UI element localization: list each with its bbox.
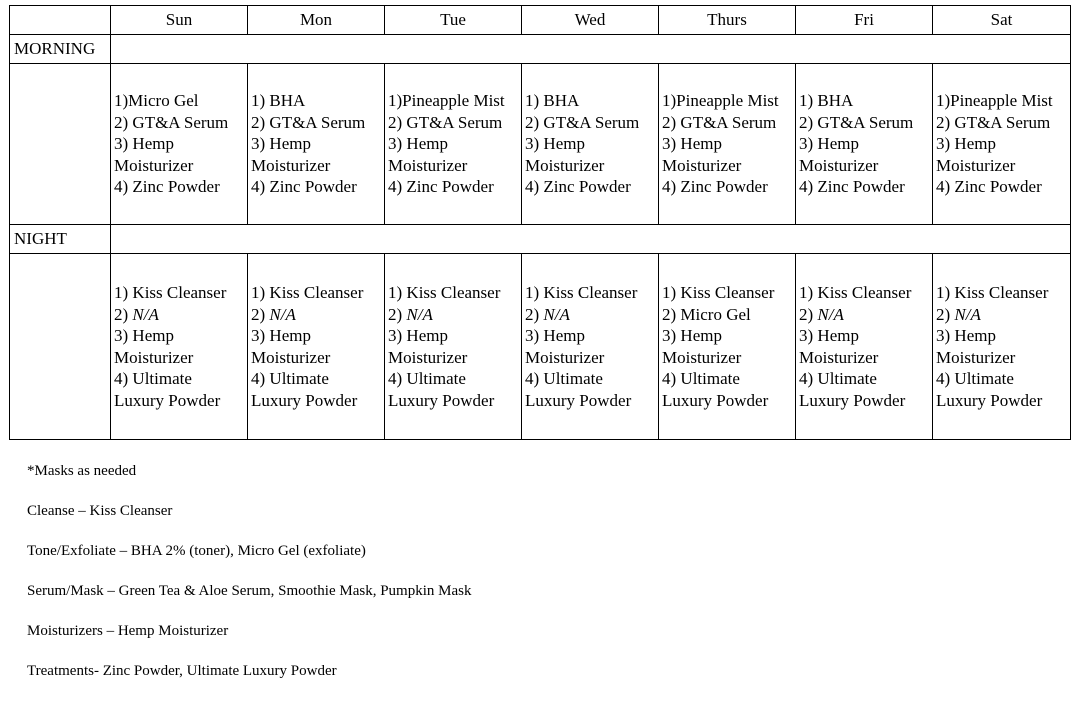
- step-3: 3) Hemp: [936, 326, 996, 345]
- step-3: 3) Hemp: [114, 326, 174, 345]
- step-1: 1)Micro Gel: [114, 91, 199, 111]
- step-3: 3) Hemp: [799, 326, 859, 345]
- step-3-cont: Moisturizer: [388, 347, 468, 367]
- step-3: 3) Hemp: [662, 326, 722, 345]
- step-2: [799, 304, 932, 326]
- step-4-cont: Luxury Powder: [114, 390, 221, 410]
- step-4: 4) Zinc Powder: [525, 177, 631, 197]
- step-3: 3) Hemp: [799, 134, 859, 154]
- morning-section-spacer: [111, 35, 1071, 64]
- step-4: 4) Zinc Powder: [936, 177, 1042, 197]
- morning-cell-tue: [385, 64, 522, 225]
- step-4-cont: Luxury Powder: [525, 390, 632, 410]
- step-4: 4) Ultimate: [936, 369, 1014, 388]
- step-2-value: N/A: [406, 304, 433, 324]
- step-4: 4) Ultimate: [388, 369, 466, 388]
- step-1: 1) Kiss Cleanser: [251, 283, 364, 302]
- step-4: 4) Zinc Powder: [388, 177, 494, 197]
- note-moisturizers: Moisturizers – Hemp Moisturizer: [27, 623, 229, 639]
- day-header-sun: Sun: [111, 6, 248, 35]
- step-2-number: 2): [388, 304, 407, 324]
- step-2-number: 2): [525, 304, 544, 324]
- step-2: 2) GT&A Serum: [662, 112, 777, 132]
- step-3-cont: Moisturizer: [799, 347, 879, 367]
- step-3: 3) Hemp: [525, 134, 585, 154]
- step-2-value: N/A: [269, 304, 296, 324]
- step-3: 3) Hemp: [525, 326, 585, 345]
- day-header-wed: Wed: [522, 6, 659, 35]
- step-4: 4) Ultimate: [799, 369, 877, 388]
- step-2: [662, 304, 795, 326]
- morning-cell-fri: [796, 64, 933, 225]
- step-3-cont: Moisturizer: [251, 347, 331, 367]
- step-1: 1) Kiss Cleanser: [114, 283, 227, 302]
- day-header-fri: Fri: [796, 6, 933, 35]
- step-2: 2) GT&A Serum: [525, 112, 640, 132]
- step-1: 1)Pineapple Mist: [936, 91, 1053, 111]
- morning-routine-row: [10, 64, 1071, 225]
- notes-section: [27, 461, 471, 701]
- step-1: 1) Kiss Cleanser: [662, 283, 775, 302]
- step-3-cont: Moisturizer: [525, 347, 605, 367]
- step-2-value: Micro Gel: [680, 304, 751, 324]
- step-2-number: 2): [114, 304, 133, 324]
- step-3-cont: Moisturizer: [936, 155, 1016, 175]
- step-2-value: N/A: [543, 304, 570, 324]
- morning-cell-mon: [248, 64, 385, 225]
- step-4-cont: Luxury Powder: [251, 390, 358, 410]
- step-4: 4) Zinc Powder: [114, 177, 220, 197]
- step-4: 4) Zinc Powder: [799, 177, 905, 197]
- step-1: 1) BHA: [799, 91, 854, 111]
- step-2-value: N/A: [132, 304, 159, 324]
- step-3: 3) Hemp: [251, 326, 311, 345]
- step-4: 4) Ultimate: [251, 369, 329, 388]
- step-2: 2) GT&A Serum: [114, 112, 229, 132]
- step-3-cont: Moisturizer: [114, 347, 194, 367]
- step-1: 1)Pineapple Mist: [662, 91, 779, 111]
- night-cell-thurs: [659, 254, 796, 440]
- step-3: 3) Hemp: [114, 134, 174, 154]
- night-cell-sun: [111, 254, 248, 440]
- note-tone-exfoliate: Tone/Exfoliate – BHA 2% (toner), Micro Gel (exfoliate): [27, 543, 366, 559]
- routine-schedule-table: [9, 5, 1071, 440]
- night-row-label-cell: [10, 254, 111, 440]
- step-1: 1) Kiss Cleanser: [936, 283, 1049, 302]
- corner-cell: [10, 6, 111, 35]
- step-4: 4) Zinc Powder: [662, 177, 768, 197]
- step-2-number: 2): [251, 304, 270, 324]
- step-3-cont: Moisturizer: [525, 155, 605, 175]
- day-header-mon: Mon: [248, 6, 385, 35]
- day-header-tue: Tue: [385, 6, 522, 35]
- morning-row-label-cell: [10, 64, 111, 225]
- night-cell-tue: [385, 254, 522, 440]
- step-4: 4) Ultimate: [525, 369, 603, 388]
- day-header-thurs: Thurs: [659, 6, 796, 35]
- morning-cell-sat: [933, 64, 1071, 225]
- step-3: 3) Hemp: [388, 326, 448, 345]
- step-2: [114, 304, 247, 326]
- note-serum-mask: Serum/Mask – Green Tea & Aloe Serum, Smoothie Mask, Pumpkin Mask: [27, 583, 472, 599]
- step-4-cont: Luxury Powder: [388, 390, 495, 410]
- step-1: 1) Kiss Cleanser: [525, 283, 638, 302]
- night-routine-row: [10, 254, 1071, 440]
- day-header-row: [10, 6, 1071, 35]
- step-2-number: 2): [799, 304, 818, 324]
- step-4: 4) Zinc Powder: [251, 177, 357, 197]
- step-1: 1) Kiss Cleanser: [799, 283, 912, 302]
- step-1: 1) BHA: [525, 91, 580, 111]
- step-4-cont: Luxury Powder: [936, 390, 1043, 410]
- step-3-cont: Moisturizer: [251, 155, 331, 175]
- note-cleanse: Cleanse – Kiss Cleanser: [27, 503, 173, 519]
- step-1: 1) BHA: [251, 91, 306, 111]
- step-2: 2) GT&A Serum: [388, 112, 503, 132]
- step-1: 1)Pineapple Mist: [388, 91, 505, 111]
- night-cell-wed: [522, 254, 659, 440]
- step-2: [388, 304, 521, 326]
- step-2: [251, 304, 384, 326]
- step-2-value: N/A: [954, 304, 981, 324]
- step-1: 1) Kiss Cleanser: [388, 283, 501, 302]
- morning-section-row: [10, 35, 1071, 64]
- step-4: 4) Ultimate: [114, 369, 192, 388]
- step-3: 3) Hemp: [662, 134, 722, 154]
- step-4-cont: Luxury Powder: [799, 390, 906, 410]
- step-3-cont: Moisturizer: [388, 155, 468, 175]
- step-2: [525, 304, 658, 326]
- step-2: 2) GT&A Serum: [799, 112, 914, 132]
- night-cell-sat: [933, 254, 1071, 440]
- night-section-row: [10, 225, 1071, 254]
- step-2-number: 2): [662, 304, 681, 324]
- note-masks: *Masks as needed: [27, 463, 137, 479]
- day-header-sat: Sat: [933, 6, 1071, 35]
- step-2-value: N/A: [817, 304, 844, 324]
- note-treatments: Treatments- Zinc Powder, Ultimate Luxury Powder: [27, 663, 337, 679]
- step-4: 4) Ultimate: [662, 369, 740, 388]
- step-3: 3) Hemp: [251, 134, 311, 154]
- step-3: 3) Hemp: [936, 134, 996, 154]
- step-4-cont: Luxury Powder: [662, 390, 769, 410]
- step-2: 2) GT&A Serum: [251, 112, 366, 132]
- step-3: 3) Hemp: [388, 134, 448, 154]
- night-cell-mon: [248, 254, 385, 440]
- night-cell-fri: [796, 254, 933, 440]
- step-3-cont: Moisturizer: [662, 155, 742, 175]
- step-3-cont: Moisturizer: [662, 347, 742, 367]
- night-label: NIGHT: [10, 225, 111, 254]
- step-2: 2) GT&A Serum: [936, 112, 1051, 132]
- step-3-cont: Moisturizer: [799, 155, 879, 175]
- morning-cell-thurs: [659, 64, 796, 225]
- step-2: [936, 304, 1070, 326]
- step-3-cont: Moisturizer: [114, 155, 194, 175]
- step-3-cont: Moisturizer: [936, 347, 1016, 367]
- night-section-spacer: [111, 225, 1071, 254]
- morning-cell-sun: [111, 64, 248, 225]
- morning-cell-wed: [522, 64, 659, 225]
- step-2-number: 2): [936, 304, 955, 324]
- morning-label: MORNING: [10, 35, 111, 64]
